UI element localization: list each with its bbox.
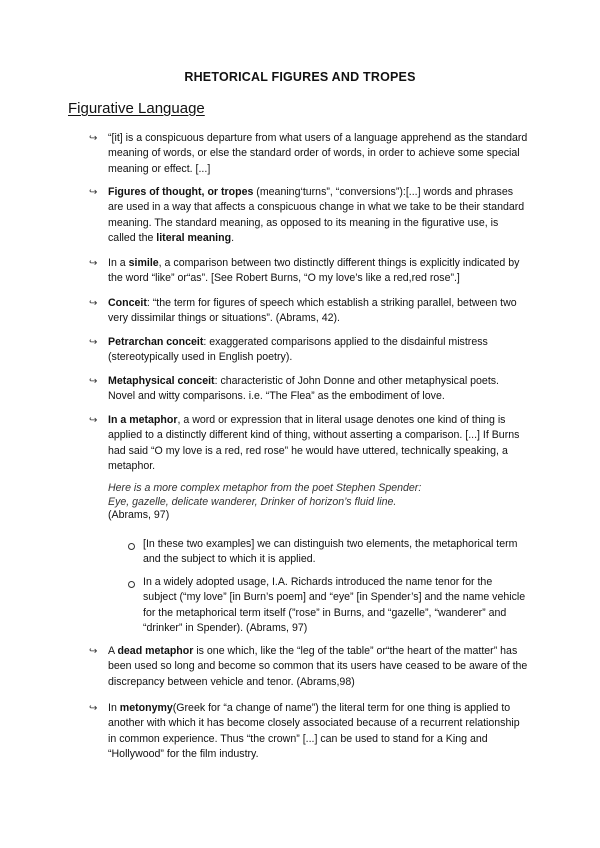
- arrow-bullet-icon: ↪: [89, 258, 98, 269]
- circle-bullet-icon: [128, 543, 135, 550]
- arrow-bullet-icon: ↪: [89, 187, 98, 198]
- arrow-bullet-icon: ↪: [89, 646, 98, 657]
- list-item: Conceit: “the term for figures of speech which establish a striking parallel, between two very dissimilar things or situations”. (Abrams, 42).: [108, 297, 517, 325]
- list-item: A dead metaphor is one which, like the “leg of the table” or“the heart of the matter” has been used so long and become so common that its users have ceased to be aware of the discrepancy between vehicle and tenor. (Abrams,98): [108, 645, 528, 688]
- page-title: RHETORICAL FIGURES AND TROPES: [184, 70, 416, 84]
- arrow-bullet-icon: ↪: [89, 337, 98, 348]
- spender-quote: Here is a more complex metaphor from the poet Stephen Spender: Eye, gazelle, delicate wanderer, Drinker of horizon’s fluid line. (Abrams, 97): [108, 482, 422, 521]
- list-item: Metaphysical conceit: characteristic of John Donne and other metaphysical poets. Novel and witty comparisons. i.e. “The Flea” as the embodiment of love.: [108, 375, 500, 403]
- list-item: In metonymy(Greek for “a change of name”) the literal term for one thing is applied to another with which it has become closely associated because of a recurrent relationship in common experience. Thus “the crown” [...] can be used to stand for a King and “Hollywood” for the film industry.: [108, 702, 520, 761]
- list-item: Figures of thought, or tropes (meaning‘turns”, “conversions”):[...] words and phrases are used in a way that affects a conspicuous change in what we take to be their standard meaning. The standard meaning, as opposed to its meaning in the figurative use, is called the literal meaning.: [108, 186, 525, 245]
- section-heading: Figurative Language: [68, 100, 205, 117]
- circle-bullet-icon: [128, 581, 135, 588]
- sub-list-item: [In these two examples] we can distinguish two elements, the metaphorical term and the subject to which it is applied.: [143, 538, 518, 566]
- arrow-bullet-icon: ↪: [89, 376, 98, 387]
- arrow-bullet-icon: ↪: [89, 298, 98, 309]
- arrow-bullet-icon: ↪: [89, 133, 98, 144]
- list-item: “[it] is a conspicuous departure from what users of a language apprehend as the standard meaning of words, or else the standard order of words, in order to achieve some special meaning or effect. [...]: [108, 132, 528, 175]
- list-item: In a simile, a comparison between two distinctly different things is explicitly indicated by the word “like” or“as”. [See Robert Burns, “O my love’s like a red,red rose”.]: [108, 257, 520, 285]
- arrow-bullet-icon: ↪: [89, 703, 98, 714]
- arrow-bullet-icon: ↪: [89, 415, 98, 426]
- sub-list-item: In a widely adopted usage, I.A. Richards introduced the name tenor for the subject (“my love” [in Burn’s poem] and “eye” [in Spender’s] and the name vehicle for the metaphorical term itself (”rose” in Burns, and “gazelle”, “wanderer” and “drinker” in Spender). (Abrams, 97): [143, 576, 526, 635]
- list-item: In a metaphor, a word or expression that in literal usage denotes one kind of thing is applied to a distinctly different kind of thing, without asserting a comparison. [...] If Burns had said “O my love is a red, red rose” he would have uttered, technically speaking, a metaphor.: [108, 414, 520, 473]
- list-item: Petrarchan conceit: exaggerated comparisons applied to the disdainful mistress (stereotypically used in English poetry).: [108, 336, 488, 364]
